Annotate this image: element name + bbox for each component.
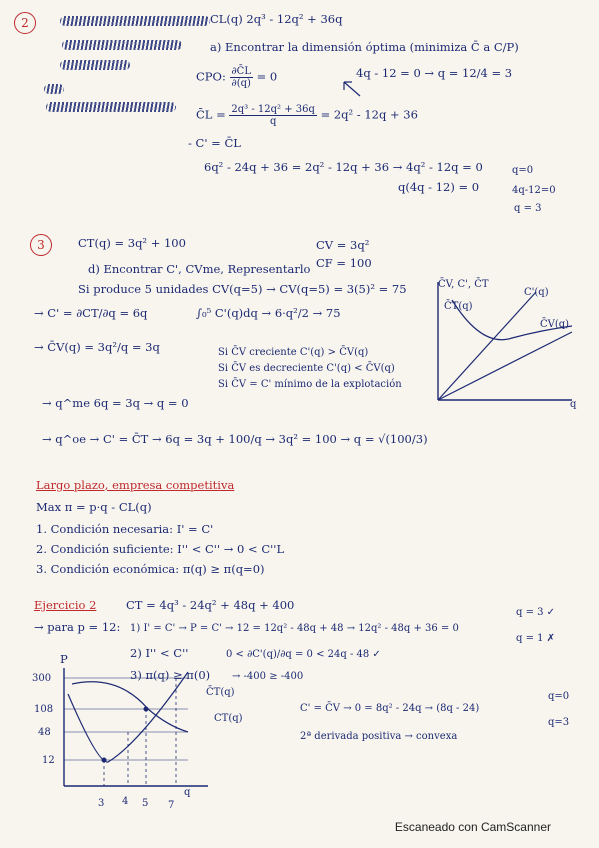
crossed-out-text — [60, 16, 210, 26]
arrow-icon — [340, 80, 370, 100]
ejercicio-2-price: → para p = 12: — [34, 620, 121, 634]
crossed-out-text — [60, 60, 130, 70]
ejercicio-2-equal-root-0: q=0 — [548, 691, 570, 702]
graph-label-marginal: C'(q) — [524, 287, 549, 298]
ex2-root-3: q = 3 — [514, 203, 542, 214]
ex2-marginal-eq: - C' = C̄L — [188, 136, 241, 150]
cpo-numerator: ∂C̄L — [231, 66, 251, 77]
cost-curves-graph — [432, 278, 582, 413]
ex3-avg-var: → C̄V(q) = 3q²/q = 3q — [34, 340, 160, 354]
ex3-rule-1: Si C̄V creciente C'(q) > C̄V(q) — [218, 347, 369, 358]
ex2-part-a: a) Encontrar la dimensión óptima (minimiza C̄ a C/P) — [210, 40, 519, 54]
scanner-watermark: Escaneado con CamScanner — [394, 820, 551, 834]
ex3-part-d: d) Encontrar C', CVme, Representarlo — [88, 262, 311, 276]
avg-label: C̄L = — [196, 107, 226, 122]
cond-2-eq: I'' < C'' → 0 < C''L — [177, 542, 285, 556]
y-tick: 108 — [34, 704, 54, 715]
long-run-title: Largo plazo, empresa competitiva — [36, 478, 235, 492]
graph-label-q: q — [570, 399, 577, 410]
cpo-rhs: = 0 — [256, 69, 278, 84]
ejercicio-2-ct: CT = 4q³ - 24q² + 48q + 400 — [126, 598, 295, 612]
ejercicio-2-cond-2: 2) I'' < C'' — [130, 646, 189, 660]
exercise-3-number: 3 — [30, 234, 52, 256]
avg-fraction — [229, 104, 317, 127]
ex3-units-line: Si produce 5 unidades CV(q=5) → CV(q=5) = 3(5)² = 75 — [78, 282, 407, 296]
ejercicio-2-cond-1: 1) I' = C' → P = C' → 12 = 12q² - 48q + 48 → 12q² - 48q + 36 = 0 — [130, 623, 459, 634]
ex3-cv: CV = 3q² — [316, 238, 370, 252]
cond-1-label: 1. Condición necesaria: — [36, 522, 174, 536]
avg-total-cost-curve — [72, 682, 188, 732]
graph-label-avg-variable: C̄V(q) — [540, 319, 570, 330]
ex3-rule-3: Si C̄V = C' mínimo de la explotación — [218, 379, 402, 390]
x-tick: 3 — [98, 798, 105, 809]
curve-label-total: CT(q) — [214, 713, 243, 724]
ejercicio-2-cond-3-rhs: → -400 ≥ -400 — [232, 671, 304, 682]
x-tick: 7 — [168, 800, 175, 811]
graph-axis-label: C̄V, C', C̄T — [438, 279, 489, 290]
x-tick: 5 — [142, 798, 149, 809]
total-cost-curve — [68, 672, 188, 762]
ex3-cf: CF = 100 — [316, 256, 372, 270]
ex3-rule-2: Si C̄V es decreciente C'(q) < C̄V(q) — [218, 363, 395, 374]
ex3-integral: ∫₀⁵ C'(q)dq → 6·q²/2 → 75 — [196, 306, 341, 320]
ex3-qme: → q^me 6q = 3q → q = 0 — [42, 396, 189, 410]
curve-label-avg-total: C̄T(q) — [206, 687, 235, 698]
avg-rhs: = 2q² - 12q + 36 — [320, 107, 418, 122]
ex2-average-cost — [196, 104, 418, 127]
y-tick: 48 — [38, 727, 51, 738]
avg-variable-cost-line — [438, 332, 572, 400]
cond-2 — [36, 542, 284, 556]
crossed-out-text — [44, 84, 64, 94]
exercise-2-number: 2 — [14, 12, 36, 34]
avg-numerator: 2q³ - 12q² + 36q — [231, 104, 315, 115]
ex3-ct: CT(q) = 3q² + 100 — [78, 236, 186, 250]
ejercicio-2-cond-2-rhs: 0 < ∂C'(q)/∂q = 0 < 24q - 48 ✓ — [226, 649, 381, 660]
cond-1 — [36, 522, 213, 536]
ejercicio-2-equal-root-3: q=3 — [548, 717, 570, 728]
ejercicio-2-root-1: q = 1 ✗ — [516, 633, 556, 644]
graph-label-avg-total: C̄T(q) — [444, 301, 473, 312]
crossed-out-text — [62, 40, 182, 50]
ejercicio-2-root-3: q = 3 ✓ — [516, 607, 556, 618]
ex3-marginal: → C' = ∂CT/∂q = 6q — [34, 306, 148, 320]
ex2-cpo-solution: 4q - 12 = 0 → q = 12/4 = 3 — [356, 66, 513, 80]
ex2-root-eq: 4q-12=0 — [512, 185, 556, 196]
avg-denominator: q — [269, 116, 277, 127]
ejercicio-2-title: Ejercicio 2 — [34, 598, 97, 612]
x-tick: 4 — [122, 796, 129, 807]
cond-3-label: 3. Condición económica: — [36, 562, 180, 576]
cond-2-label: 2. Condición suficiente: — [36, 542, 174, 556]
cond-3-eq: π(q) ≥ π(q=0) — [182, 562, 265, 576]
long-run-objective: Max π = p·q - CL(q) — [36, 500, 152, 514]
ejercicio-2-second-derivative: 2ª derivada positiva → convexa — [300, 731, 458, 742]
cpo-fraction — [230, 66, 253, 89]
cpo-denominator: ∂(q) — [231, 78, 251, 89]
cond-3 — [36, 562, 265, 576]
ex2-cpo — [196, 66, 277, 89]
y-tick: 300 — [32, 673, 52, 684]
ex2-factor: q(4q - 12) = 0 — [398, 180, 480, 194]
ex2-root-0: q=0 — [512, 165, 534, 176]
ex3-qoe: → q^oe → C' = C̄T → 6q = 3q + 100/q → 3q² = 100 → q = √(100/3) — [42, 432, 428, 446]
ejercicio-2-axis-p: P — [60, 652, 68, 666]
ejercicio-2-graph — [58, 664, 218, 794]
ex2-cost-function: CL(q) 2q³ - 12q² + 36q — [210, 12, 343, 26]
cond-1-eq: I' = C' — [176, 522, 214, 536]
ex2-solve-line: 6q² - 24q + 36 = 2q² - 12q + 36 → 4q² - 12q = 0 — [204, 160, 483, 174]
x-axis-label: q — [184, 787, 191, 798]
ejercicio-2-equal-line: C' = C̄V → 0 = 8q² - 24q → (8q - 24) — [300, 703, 480, 714]
y-tick: 12 — [42, 755, 55, 766]
crossed-out-text — [46, 102, 176, 112]
cpo-label: CPO: — [196, 69, 226, 84]
ejercicio-2-cond-3: 3) π(q) ≥ π(0) — [130, 668, 211, 682]
